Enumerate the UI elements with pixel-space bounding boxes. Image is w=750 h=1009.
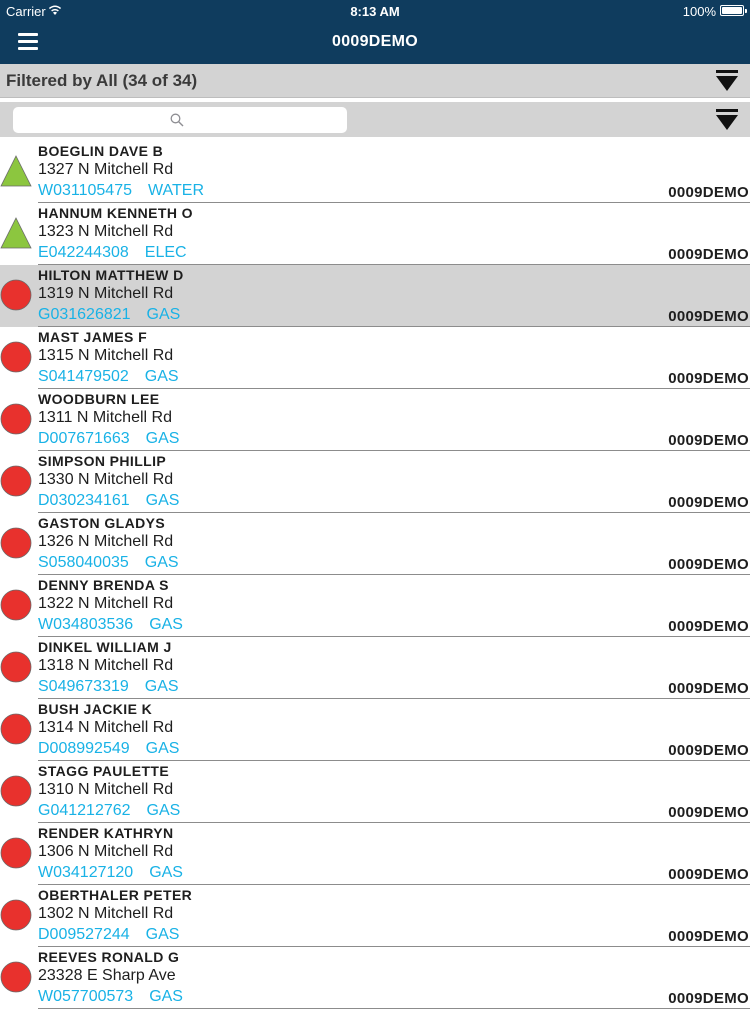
navigation-bar (0, 22, 750, 64)
route-code: 0009DEMO (668, 184, 749, 201)
meter-number: G031626821 (38, 306, 131, 323)
account-address: 1302 N Mitchell Rd (38, 905, 174, 922)
route-code: 0009DEMO (668, 680, 749, 697)
meter-info (38, 306, 180, 324)
circle-status-icon (0, 279, 32, 311)
service-type: GAS (149, 616, 183, 633)
meter-info (38, 244, 187, 262)
meter-info (38, 492, 179, 510)
account-name: BOEGLIN DAVE B (38, 143, 164, 159)
search-bar (0, 102, 750, 137)
route-code: 0009DEMO (668, 928, 749, 945)
meter-info (38, 182, 204, 200)
meter-number: S041479502 (38, 368, 129, 385)
service-type: GAS (144, 368, 179, 385)
account-name: DENNY BRENDA S (38, 577, 169, 593)
circle-status-icon (0, 837, 32, 869)
filter-dropdown-icon[interactable] (716, 70, 738, 92)
route-code: 0009DEMO (668, 246, 749, 263)
route-code: 0009DEMO (668, 618, 749, 635)
circle-status-icon (0, 403, 32, 435)
service-type: GAS (146, 802, 181, 819)
account-name: GASTON GLADYS (38, 515, 166, 531)
account-name: BUSH JACKIE K (38, 701, 153, 717)
meter-info (38, 802, 180, 820)
account-address: 1323 N Mitchell Rd (38, 223, 174, 240)
service-type: GAS (146, 306, 181, 323)
route-code: 0009DEMO (668, 308, 749, 325)
meter-number: W034127120 (38, 864, 134, 881)
meter-number: D030234161 (38, 492, 130, 509)
list-item[interactable] (0, 575, 750, 637)
meter-info (38, 430, 179, 448)
list-item[interactable] (0, 141, 750, 203)
list-item[interactable] (0, 823, 750, 885)
service-type: GAS (144, 554, 179, 571)
circle-status-icon (0, 651, 32, 683)
route-code: 0009DEMO (668, 804, 749, 821)
account-name: STAGG PAULETTE (38, 763, 170, 779)
account-address: 1326 N Mitchell Rd (38, 533, 174, 550)
status-bar (0, 0, 750, 22)
triangle-status-icon (0, 155, 32, 187)
triangle-status-icon (0, 217, 32, 249)
route-code: 0009DEMO (668, 742, 749, 759)
account-address: 23328 E Sharp Ave (38, 967, 176, 984)
account-name: OBERTHALER PETER (38, 887, 193, 903)
circle-status-icon (0, 589, 32, 621)
list-item[interactable] (0, 389, 750, 451)
account-name: RENDER KATHRYN (38, 825, 174, 841)
circle-status-icon (0, 341, 32, 373)
list-item[interactable] (0, 327, 750, 389)
search-icon (170, 113, 184, 127)
list-item[interactable] (0, 265, 750, 327)
meter-info (38, 554, 179, 572)
route-code: 0009DEMO (668, 990, 749, 1007)
filter-label: Filtered by All (34 of 34) (6, 71, 198, 90)
list-item[interactable] (0, 761, 750, 823)
circle-status-icon (0, 961, 32, 993)
list-item[interactable] (0, 513, 750, 575)
account-name: SIMPSON PHILLIP (38, 453, 167, 469)
route-code: 0009DEMO (668, 370, 749, 387)
circle-status-icon (0, 713, 32, 745)
account-list (0, 141, 750, 1009)
list-item[interactable] (0, 885, 750, 947)
meter-number: D009527244 (38, 926, 130, 943)
circle-status-icon (0, 527, 32, 559)
account-address: 1322 N Mitchell Rd (38, 595, 174, 612)
service-type: GAS (144, 678, 179, 695)
meter-number: D007671663 (38, 430, 130, 447)
circle-status-icon (0, 775, 32, 807)
meter-number: E042244308 (38, 244, 129, 261)
account-address: 1327 N Mitchell Rd (38, 161, 174, 178)
meter-number: W034803536 (38, 616, 134, 633)
service-type: GAS (149, 864, 183, 881)
account-name: WOODBURN LEE (38, 391, 160, 407)
meter-info (38, 988, 183, 1006)
meter-number: D008992549 (38, 740, 130, 757)
account-address: 1310 N Mitchell Rd (38, 781, 174, 798)
battery-icon (720, 5, 744, 16)
account-address: 1306 N Mitchell Rd (38, 843, 174, 860)
account-address: 1330 N Mitchell Rd (38, 471, 174, 488)
meter-info (38, 864, 183, 882)
list-item[interactable] (0, 699, 750, 761)
account-name: REEVES RONALD G (38, 949, 180, 965)
meter-number: G041212762 (38, 802, 131, 819)
circle-status-icon (0, 465, 32, 497)
service-type: GAS (145, 740, 180, 757)
page-title: 0009DEMO (332, 33, 418, 50)
meter-number: S049673319 (38, 678, 129, 695)
list-item[interactable] (0, 637, 750, 699)
carrier-label: Carrier (6, 4, 46, 19)
circle-status-icon (0, 899, 32, 931)
sort-dropdown-icon[interactable] (716, 109, 738, 131)
route-code: 0009DEMO (668, 494, 749, 511)
route-code: 0009DEMO (668, 432, 749, 449)
service-type: GAS (145, 430, 180, 447)
account-address: 1318 N Mitchell Rd (38, 657, 174, 674)
filter-bar[interactable] (0, 64, 750, 98)
meter-info (38, 616, 183, 634)
account-name: HILTON MATTHEW D (38, 267, 184, 283)
account-address: 1319 N Mitchell Rd (38, 285, 174, 302)
meter-number: W057700573 (38, 988, 134, 1005)
meter-number: S058040035 (38, 554, 129, 571)
account-address: 1314 N Mitchell Rd (38, 719, 174, 736)
route-code: 0009DEMO (668, 866, 749, 883)
service-type: GAS (145, 926, 180, 943)
meter-info (38, 740, 179, 758)
account-address: 1311 N Mitchell Rd (38, 409, 172, 426)
battery-percent: 100% (682, 4, 716, 19)
account-address: 1315 N Mitchell Rd (38, 347, 174, 364)
account-name: HANNUM KENNETH O (38, 205, 193, 221)
service-type: GAS (149, 988, 183, 1005)
meter-info (38, 678, 179, 696)
list-item[interactable] (0, 203, 750, 265)
meter-info (38, 926, 179, 944)
account-name: DINKEL WILLIAM J (38, 639, 172, 655)
account-name: MAST JAMES F (38, 329, 148, 345)
meter-number: W031105475 (38, 182, 132, 199)
service-type: GAS (145, 492, 180, 509)
route-code: 0009DEMO (668, 556, 749, 573)
service-type: WATER (148, 182, 204, 199)
meter-info (38, 368, 179, 386)
list-item[interactable] (0, 451, 750, 513)
clock: 8:13 AM (350, 4, 400, 19)
service-type: ELEC (144, 244, 187, 261)
